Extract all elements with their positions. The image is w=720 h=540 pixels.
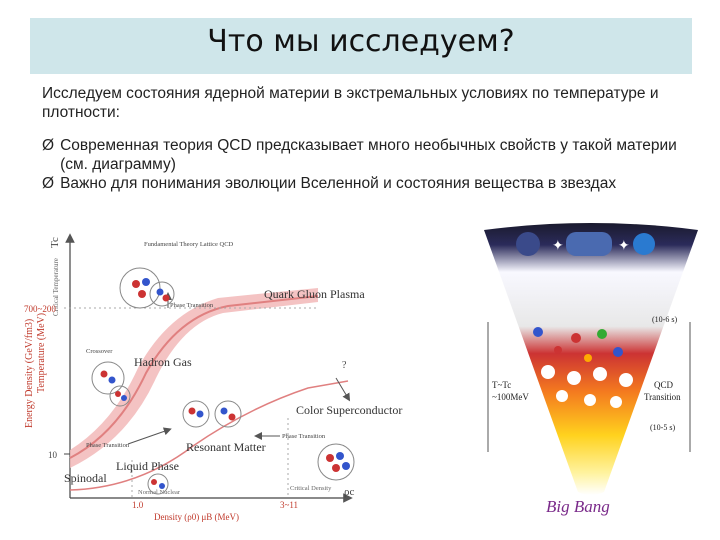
arrow-bullet-icon: Ø: [42, 175, 55, 192]
liquid-label: Liquid Phase: [116, 459, 179, 473]
x-axis-label: Density (ρ0) μB (MeV): [154, 512, 240, 522]
y-tick-bottom: 10: [48, 450, 57, 460]
resonant-label: Resonant Matter: [186, 440, 266, 454]
y-tick-top: 700~200: [24, 304, 56, 314]
bullet-item: [42, 136, 682, 174]
x-tick-2-note: Critical Density: [290, 485, 332, 492]
spinodal-label: Spinodal: [64, 471, 107, 485]
resonant-particles: [183, 401, 241, 427]
rho-c-label: ρc: [344, 486, 355, 498]
x-tick-1: 1.0: [132, 500, 144, 510]
question-mark: ?: [342, 360, 347, 371]
phase-transition-top-label: Phase Transition: [170, 302, 214, 309]
x-tick-2: 3~11: [280, 500, 299, 510]
transition-label: Transition: [644, 392, 681, 402]
phase-transition-low-label: Phase Transition: [86, 442, 130, 449]
temp-tc-value-label: ~100MeV: [492, 392, 529, 402]
phase-diagram: [18, 218, 458, 536]
qgp-particles: [120, 268, 174, 308]
earth-icon: [633, 233, 655, 255]
title-bar: [30, 18, 692, 74]
crossover-label: Crossover: [86, 348, 113, 355]
arrow: [128, 430, 168, 444]
cmb-map-icon: [566, 232, 612, 256]
time-top-label: (10-6 s): [652, 315, 678, 324]
time-bottom-label: (10-5 s): [650, 423, 676, 432]
bullet-item: [42, 174, 682, 193]
big-bang-label: Big Bang: [546, 497, 610, 516]
bullet-text: Важно для понимания эволюции Вселенной и состояния вещества в звездах: [60, 175, 617, 192]
color-super-particles: [318, 444, 354, 480]
hadron-particles: [92, 362, 130, 406]
star-icon: ✦: [618, 239, 630, 254]
intro-text: Исследуем состояния ядерной материи в экстремальных условиях по температуре и плотности:: [42, 85, 659, 121]
star-icon: ✦: [552, 239, 564, 254]
y-axis-outer-label: Energy Density (GeV/fm3): [24, 318, 35, 428]
qgp-label: Quark Gluon Plasma: [264, 287, 365, 301]
slide-title: Что мы исследуем?: [207, 24, 515, 59]
temp-tc-label: T~Tc: [492, 380, 512, 390]
qcd-label: QCD: [654, 380, 674, 390]
tc-label: Tc: [49, 237, 61, 248]
y-axis-mid-label: Temperature (MeV): [36, 312, 47, 393]
color-super-label: Color Superconductor: [296, 403, 403, 417]
y-axis-inner-label: Critical Temperature: [52, 258, 60, 316]
hadron-gas-label: Hadron Gas: [134, 355, 192, 369]
x-tick-1-note: Normal Nuclear: [138, 489, 181, 496]
arrow-bullet-icon: Ø: [42, 137, 55, 154]
galaxy-icon: [516, 232, 540, 256]
bullet-text: Современная теория QCD предсказывает много необычных свойств у такой материи (см. диаграмму): [60, 137, 677, 173]
big-bang-cone: [478, 222, 704, 534]
phase-transition-mid-label: Phase Transition: [282, 433, 326, 440]
fundamental-theory-label: Fundamental Theory Lattice QCD: [144, 241, 234, 248]
bullet-list: [42, 136, 682, 193]
